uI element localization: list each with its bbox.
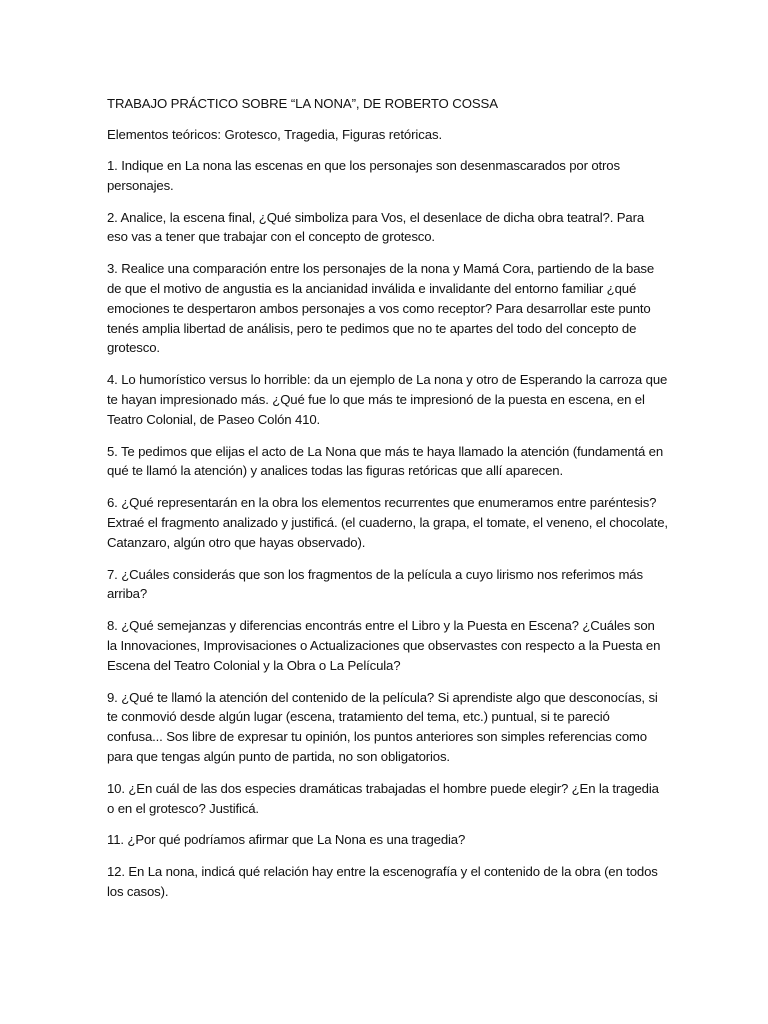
- question-item: 12. En La nona, indicá qué relación hay entre la escenografía y el contenido de la obra (en todos los casos).: [107, 864, 658, 899]
- question-item: 4. Lo humorístico versus lo horrible: da un ejemplo de La nona y otro de Esperando la carroza que te hayan impresionado más. ¿Qué fue lo que más te impresionó de la puesta en escena, en el Teatro Colonial, de Paseo Colón 410.: [107, 372, 668, 427]
- question-item: 10. ¿En cuál de las dos especies dramáticas trabajadas el hombre puede elegir? ¿En la tragedia o en el grotesco? Justificá.: [107, 780, 659, 816]
- question-item: 9. ¿Qué te llamó la atención del contenido de la película? Si aprendiste algo que desconocías, si te conmovió desde algún lugar (escena, tratamiento del tema, etc.) puntual, si te pareció confusa... Sos libre de expresar tu opinión, los puntos anteriores son simples referencias como para que tengas algún punto de partida, no son obligatorios.: [107, 689, 658, 764]
- question-item: 8. ¿Qué semejanzas y diferencias encontrás entre el Libro y la Puesta en Escena? ¿Cuáles son la Innovaciones, Improvisaciones o Actualizaciones que observastes con respecto a la Puesta en Escena del Teatro Colonial y la Obra o La Película?: [107, 618, 661, 673]
- question-item: 7. ¿Cuáles considerás que son los fragmentos de la película a cuyo lirismo nos referimos más arriba?: [107, 566, 643, 602]
- document-title: TRABAJO PRÁCTICO SOBRE “LA NONA”, DE ROBERTO COSSA: [107, 96, 498, 111]
- question-item: 1. Indique en La nona las escenas en que los personajes son desenmascarados por otros personajes.: [107, 158, 620, 193]
- question-item: 2. Analice, la escena final, ¿Qué simboliza para Vos, el desenlace de dicha obra teatral?. Para eso vas a tener que trabajar con el concepto de grotesco.: [107, 209, 645, 245]
- question-item: 6. ¿Qué representarán en la obra los elementos recurrentes que enumeramos entre paréntesis? Extraé el fragmento analizado y justificá. (el cuaderno, la grapa, el tomate, el veneno, el chocolate, Catanzaro, algún otro que hayas observado).: [107, 495, 668, 550]
- question-list: [107, 156, 668, 902]
- question-item: 3. Realice una comparación entre los personajes de la nona y Mamá Cora, partiendo de la base de que el motivo de angustia es la ancianidad inválida e invalidante del entorno familiar ¿qué emociones te despertaron ambos personajes a vos como receptor? Para desarrollar este punto tenés amplia libertad de análisis, pero te pedimos que no te apartes del todo del concepto de grotesco.: [107, 261, 655, 356]
- theory-elements-line: Elementos teóricos: Grotesco, Tragedia, Figuras retóricas.: [107, 127, 443, 142]
- question-item: 5. Te pedimos que elijas el acto de La Nona que más te haya llamado la atención (fundamentá en qué te llamó la atención) y analices todas las figuras retóricas que allí aparecen.: [107, 443, 664, 479]
- question-item: 11. ¿Por qué podríamos afirmar que La Nona es una tragedia?: [107, 832, 466, 848]
